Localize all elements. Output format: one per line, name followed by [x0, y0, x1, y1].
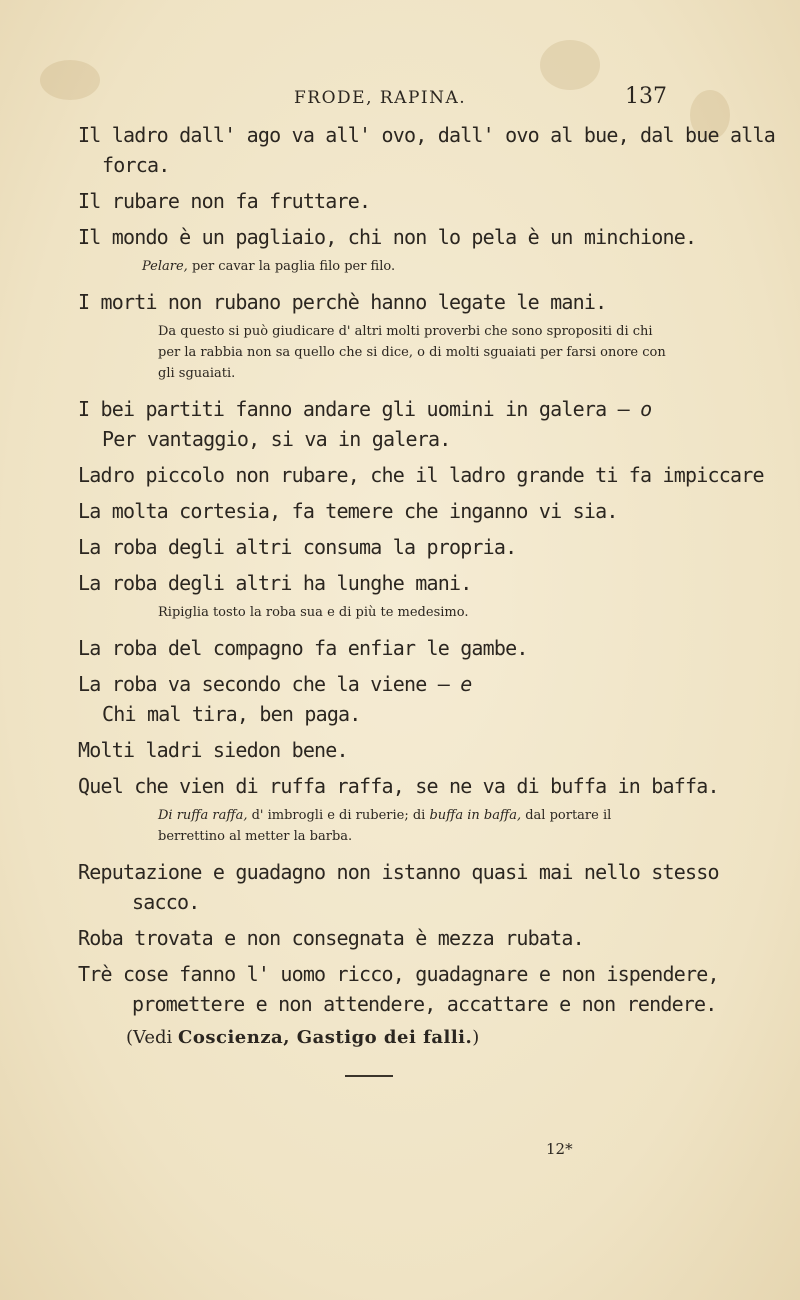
proverb-continuation: [78, 887, 678, 917]
proverb: [78, 923, 678, 953]
proverb-line: sacco.: [132, 890, 200, 914]
proverb-line: Molti ladri siedon bene.: [78, 738, 348, 762]
see-also: [78, 1023, 678, 1053]
proverb: [78, 568, 678, 598]
see-also-suffix: ): [472, 1027, 480, 1048]
proverb: [78, 460, 764, 490]
proverb-conjunction: o: [640, 397, 652, 421]
proverb-note: [158, 321, 678, 384]
proverb: [78, 532, 678, 562]
signature-mark: 12*: [546, 1140, 573, 1158]
proverb-continuation: [78, 424, 678, 454]
proverb: [78, 771, 719, 801]
proverb: [78, 394, 678, 424]
proverb-line: Roba trovata e non consegnata è mezza rubata.: [78, 926, 584, 950]
note-term: Di ruffa raffa,: [158, 808, 248, 823]
note-term: Pelare,: [142, 259, 188, 274]
proverb: [78, 857, 719, 887]
proverb-line: Il ladro dall' ago va all' ovo, dall' ovo al bue, dal bue alla: [78, 123, 775, 147]
note-text: dal portare il berrettino al metter la barba.: [158, 808, 612, 844]
proverb-line: La roba del compagno fa enfiar le gambe.: [78, 636, 528, 660]
proverb-line: Quel che vien di ruffa raffa, se ne va di buffa in baffa.: [78, 774, 719, 798]
proverb: [78, 186, 678, 216]
note-text: Ripiglia tosto la roba sua e di più te medesimo.: [158, 605, 469, 620]
see-also-prefix: (Vedi: [126, 1027, 179, 1048]
proverb-line: La roba degli altri consuma la propria.: [78, 535, 517, 559]
see-also-refs: Coscienza, Gastigo dei falli.: [178, 1027, 473, 1048]
proverb-line: Chi mal tira, ben paga.: [102, 702, 361, 726]
proverb-conjunction: e: [460, 672, 472, 696]
proverb: [78, 120, 775, 150]
proverb: [78, 735, 678, 765]
proverb-line: Reputazione e guadagno non istanno quasi mai nello stesso: [78, 860, 719, 884]
note-term: buffa in baffa,: [429, 808, 522, 823]
page-header: [0, 84, 800, 118]
proverb-line: Trè cose fanno l' uomo ricco, guadagnare e non ispendere,: [78, 962, 719, 986]
proverb-line: I morti non rubano perchè hanno legate le mani.: [78, 290, 607, 314]
proverb: [78, 496, 678, 526]
proverb-continuation: [78, 989, 717, 1019]
end-rule: [345, 1075, 393, 1077]
proverb-line: Ladro piccolo non rubare, che il ladro grande ti fa impiccare: [78, 463, 764, 487]
proverb: [78, 959, 719, 989]
proverb-list: [78, 120, 775, 1071]
proverb-line: La molta cortesia, fa temere che inganno vi sia.: [78, 499, 618, 523]
proverb: [78, 222, 697, 252]
running-title: FRODE, RAPINA.: [294, 88, 467, 108]
proverb-line: Il rubare non fa fruttare.: [78, 189, 371, 213]
proverb: [78, 669, 678, 699]
proverb-line: promettere e non attendere, accattare e non rendere.: [132, 992, 717, 1016]
proverb-note: [158, 602, 678, 623]
proverb: [78, 287, 678, 317]
note-text: Da questo si può giudicare d' altri molti proverbi che sono spropositi di chi per la rabbia non sa quello che si dice, o di molti sguaiati per farsi onore con gli sguaiati.: [158, 324, 666, 381]
proverb-note: [142, 256, 662, 277]
proverb-line: I bei partiti fanno andare gli uomini in galera —: [78, 397, 641, 421]
proverb-line: La roba va secondo che la viene —: [78, 672, 461, 696]
proverb-line: Il mondo è un pagliaio, chi non lo pela è un minchione.: [78, 225, 697, 249]
proverb-line: La roba degli altri ha lunghe mani.: [78, 571, 472, 595]
proverb-line: forca.: [102, 153, 170, 177]
page-number: 137: [625, 84, 667, 109]
proverb-continuation: [78, 699, 678, 729]
proverb-line: Per vantaggio, si va in galera.: [102, 427, 451, 451]
proverb-note: [158, 805, 678, 847]
proverb-continuation: [78, 150, 678, 180]
note-text: d' imbrogli e di ruberie; di: [247, 808, 430, 823]
proverb: [78, 633, 678, 663]
note-text: per cavar la paglia filo per filo.: [187, 259, 396, 274]
paper-stain: [540, 40, 600, 90]
